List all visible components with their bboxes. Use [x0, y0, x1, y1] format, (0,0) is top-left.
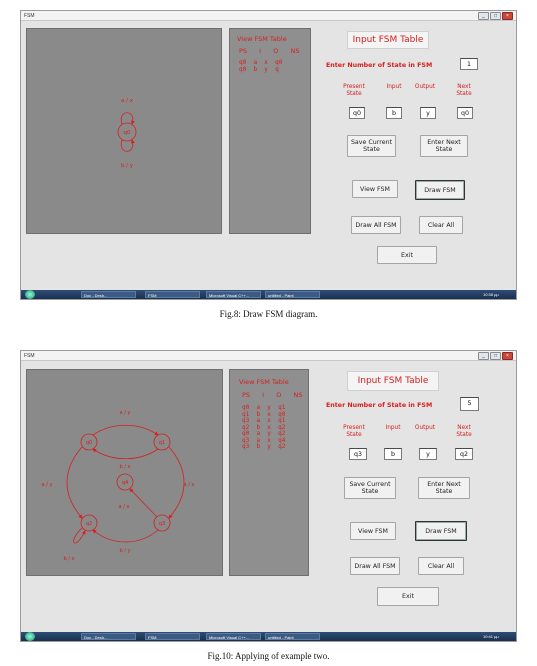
close-button[interactable]: ×	[502, 12, 513, 20]
taskbar-item[interactable]: Doc - Desh...	[81, 633, 136, 640]
edge-label: a / x	[118, 504, 130, 510]
fsm-diagram	[27, 370, 224, 577]
taskbar-item[interactable]: untitled - Paint	[265, 291, 320, 298]
enter-next-state-button[interactable]: Enter Next State	[418, 477, 470, 499]
edge-label-b-y: b / y	[120, 163, 134, 169]
save-current-state-button[interactable]: Save Current State	[344, 477, 396, 499]
draw-all-fsm-button[interactable]: Draw All FSM	[350, 557, 400, 575]
fsm-table-panel	[229, 369, 309, 576]
state-label-q4: q4	[121, 480, 129, 486]
self-loop-bottom	[121, 140, 133, 151]
table-row: q3 a x q1	[242, 417, 286, 424]
draw-all-fsm-button[interactable]: Draw All FSM	[351, 216, 401, 234]
close-button[interactable]: ×	[502, 352, 513, 360]
minimize-button[interactable]: _	[478, 352, 489, 360]
view-fsm-button[interactable]: View FSM	[350, 522, 396, 540]
num-states-label: Enter Number of State in FSM	[326, 402, 433, 409]
fsm-window-1	[20, 10, 517, 300]
table-title: View FSM Table	[237, 35, 287, 43]
col-output: Output	[414, 425, 436, 431]
table-row: q0 a y q2	[242, 430, 286, 437]
table-row: q0 a x q0	[239, 59, 283, 66]
table-row: q0 a y q1	[242, 404, 286, 411]
num-states-label: Enter Number of State in FSM	[326, 62, 433, 69]
window-title: FSM	[24, 353, 35, 359]
view-fsm-button[interactable]: View FSM	[352, 180, 398, 198]
edge-q0-q1	[93, 425, 158, 435]
taskbar-item[interactable]: FSM	[145, 633, 200, 640]
state-label-q3: q3	[158, 521, 166, 527]
next-state-input[interactable]: q2	[455, 448, 473, 460]
col-present-state: Present State	[343, 84, 365, 97]
clear-all-button[interactable]: Clear All	[419, 216, 463, 234]
edge-q1-q3	[169, 447, 184, 518]
col-input: Input	[386, 84, 402, 90]
output-symbol-input[interactable]: y	[420, 107, 436, 119]
taskbar	[21, 632, 516, 641]
state-label-q0: q0	[123, 130, 131, 136]
edge-label: a / y	[41, 482, 53, 488]
taskbar-item[interactable]: FSM	[145, 291, 200, 298]
start-orb-icon[interactable]	[25, 290, 35, 299]
exit-button[interactable]: Exit	[377, 587, 439, 606]
taskbar-item[interactable]: Microsoft Visual C++...	[206, 633, 261, 640]
taskbar-item[interactable]: Microsoft Visual C++...	[206, 291, 261, 298]
tray-clock[interactable]: 10:38 μμ	[483, 292, 499, 297]
title-bar	[21, 351, 516, 361]
col-input: Input	[385, 425, 401, 431]
col-next-state: Next State	[456, 84, 472, 97]
edge-label: b / y	[119, 548, 131, 554]
edge-q2-self	[74, 528, 85, 543]
col-present-state: Present State	[343, 425, 365, 438]
self-loop-top	[121, 113, 133, 124]
figure-caption: Fig.10: Applying of example two.	[207, 651, 330, 661]
table-row: q1 b x q0	[242, 410, 286, 418]
maximize-button[interactable]: □	[490, 352, 501, 360]
state-label-q1: q1	[158, 440, 166, 446]
table-row: q3 b y q2	[242, 443, 286, 450]
table-row: q2 b x q2	[242, 423, 286, 431]
clear-all-button[interactable]: Clear All	[418, 557, 464, 575]
fsm-window-2	[20, 350, 517, 642]
num-states-input[interactable]: 1	[460, 58, 478, 70]
num-states-input[interactable]: 5	[460, 397, 479, 411]
edge-q1-q0	[93, 449, 158, 459]
fsm-table-panel	[229, 28, 311, 234]
edge-label-a-x: a / x	[121, 98, 133, 104]
figure-caption: Fig.8: Draw FSM diagram.	[219, 309, 318, 319]
edge-q0-q2	[67, 447, 82, 518]
next-state-input[interactable]: q0	[457, 107, 473, 119]
table-header: PS I O NS	[242, 391, 303, 399]
window-title: FSM	[24, 13, 35, 19]
panel-title: Input FSM Table	[347, 31, 429, 49]
exit-button[interactable]: Exit	[377, 246, 437, 264]
edge-label: b / x	[119, 464, 131, 470]
taskbar	[21, 290, 516, 299]
enter-next-state-button[interactable]: Enter Next State	[420, 135, 468, 157]
edge-label: a / y	[119, 410, 131, 416]
output-symbol-input[interactable]: y	[419, 448, 437, 460]
diagram-canvas	[26, 28, 222, 234]
present-state-input[interactable]: q0	[349, 107, 365, 119]
input-symbol-input[interactable]: b	[386, 107, 402, 119]
col-next-state: Next State	[456, 425, 472, 438]
fsm-diagram	[27, 29, 223, 235]
taskbar-item[interactable]: Doc - Desh...	[81, 291, 136, 298]
draw-fsm-button[interactable]: Draw FSM	[415, 521, 467, 541]
taskbar-item[interactable]: untitled - Paint	[265, 633, 320, 640]
maximize-button[interactable]: □	[490, 12, 501, 20]
col-output: Output	[414, 84, 436, 90]
table-header: PS I O NS	[239, 47, 300, 55]
state-label-q0: q0	[85, 440, 93, 446]
tray-clock[interactable]: 10:41 μμ	[483, 634, 499, 639]
save-current-state-button[interactable]: Save Current State	[347, 135, 396, 157]
present-state-input[interactable]: q3	[349, 448, 367, 460]
edge-q3-q2	[93, 530, 158, 542]
draw-fsm-button[interactable]: Draw FSM	[415, 180, 465, 200]
table-row: q0 b y q	[239, 65, 279, 73]
table-title: View FSM Table	[239, 378, 289, 386]
edge-label: a / x	[183, 482, 195, 488]
edge-label: b / x	[63, 556, 75, 562]
table-row: q3 a x q4	[242, 436, 286, 444]
diagram-canvas	[26, 369, 223, 576]
panel-title: Input FSM Table	[347, 371, 439, 391]
input-symbol-input[interactable]: b	[384, 448, 402, 460]
edge-q3-q4	[130, 489, 157, 517]
start-orb-icon[interactable]	[25, 632, 35, 641]
minimize-button[interactable]: _	[478, 12, 489, 20]
title-bar	[21, 11, 516, 21]
state-label-q2: q2	[85, 521, 93, 527]
